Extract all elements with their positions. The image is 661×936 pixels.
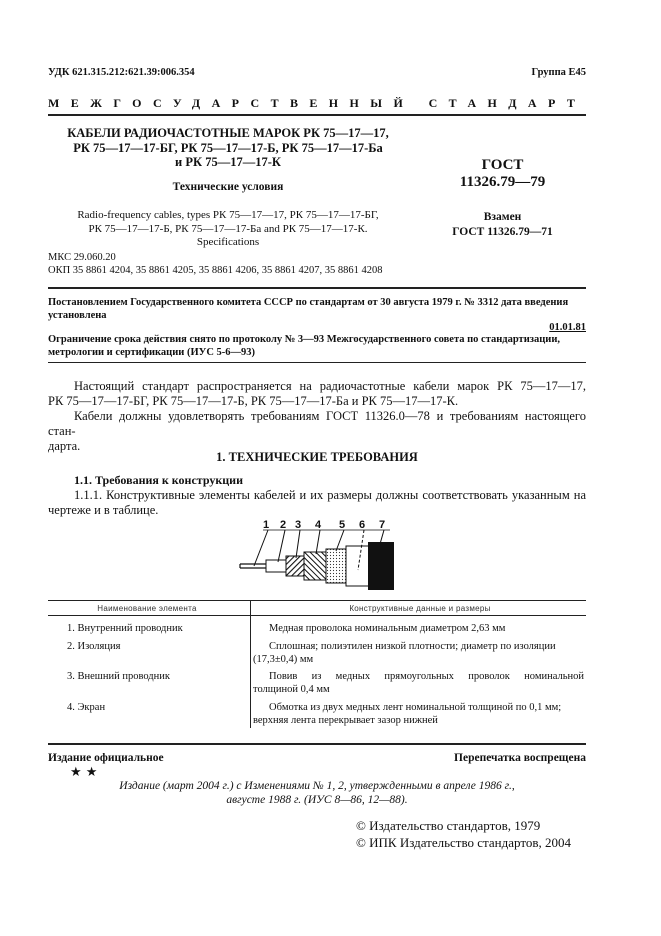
decree-divider: [48, 362, 586, 363]
replaces-standard: ГОСТ 11326.79—71: [452, 226, 553, 238]
mks-code: МКС 29.060.20: [48, 252, 116, 263]
subtitle: Технические условия: [172, 181, 284, 193]
replaces-block: [420, 210, 585, 240]
stars-mark: ★ ★: [70, 765, 98, 780]
drawing-label-3: 3: [295, 519, 302, 531]
table-header-element: Наименование элемента: [97, 604, 197, 613]
banner-divider: [48, 114, 586, 116]
drawing-label-7: 7: [379, 519, 386, 531]
subsection-heading: 1.1. Требования к конструкции: [74, 473, 244, 487]
intro-paragraph: [48, 379, 586, 454]
drawing-label-6: 6: [359, 519, 366, 531]
intro-line-3: Кабели должны удовлетворять требованиям ГОСТ 11326.0—78 и требованиям настоящего стан-: [48, 409, 586, 438]
limitation-note: [48, 334, 588, 359]
official-edition: Издание официальное: [48, 752, 164, 764]
drawing-label-4: 4: [315, 519, 322, 531]
classification-codes: [48, 252, 383, 277]
footer-divider: [48, 743, 586, 745]
english-title-line-1: Radio-frequency cables, types РК 75—17—17, РК 75—17—17-БГ,: [77, 209, 379, 221]
copyright-2004: © ИПК Издательство стандартов, 2004: [356, 835, 571, 850]
introduction-date: 01.01.81: [549, 322, 586, 333]
table-row-1-data: [269, 622, 580, 635]
table-column-divider: [250, 600, 251, 728]
intro-line-2: РК 75—17—17-БГ, РК 75—17—17-Б, РК 75—17—17-Ба и РК 75—17—17-К.: [48, 394, 459, 408]
edition-line-1: Издание (март 2004 г.) с Изменениями № 1, 2, утвержденными в апреле 1986 г.,: [119, 780, 515, 792]
table-row-2-data-line-1: Сплошная; полиэтилен низкой плотности; диаметр по изоляции: [269, 641, 556, 652]
reprint-prohibited: Перепечатка воспрещена: [454, 752, 586, 764]
table-row-4-data-line-2: верхняя лента перекрывает зазор нижней: [253, 715, 438, 726]
table-row-2-name: 2. Изоляция: [67, 641, 121, 652]
table-row-2-data-line-2: (17,3±0,4) мм: [253, 654, 314, 665]
codes-divider: [48, 287, 586, 289]
title-line-2: РК 75—17—17-БГ, РК 75—17—17-Б, РК 75—17—17-Ба: [73, 140, 383, 155]
decree-line-1: Постановлением Государственного комитета СССР по стандартам от 30 августа 1979 г. № 3312 дата введения: [48, 297, 569, 308]
gost-number: 11326.79—79: [459, 174, 546, 190]
table-row-1-data-line: Медная проволока номинальным диаметром 2,63 мм: [269, 623, 506, 634]
replaces-label: Взамен: [483, 211, 522, 223]
title-block: [48, 126, 408, 170]
table-row-4-name: 4. Экран: [67, 702, 106, 713]
drawing-label-2: 2: [280, 519, 287, 531]
decree-text: [48, 297, 588, 322]
intro-line-4: дарта.: [48, 439, 81, 453]
gost-block: [420, 157, 585, 191]
clause-1-1-1: [48, 488, 586, 518]
english-title-line-2: РК 75—17—17-Б, РК 75—17—17-Ба and РК 75—17—17-К.: [88, 222, 368, 235]
limitation-line-1: Ограничение срока действия снято по протоколу № 3—93 Межгосударственного совета по стандартизации,: [48, 334, 561, 345]
table-row-4-data-line-1: Обмотка из двух медных лент номинальной толщиной по 0,1 мм;: [269, 702, 562, 713]
table-row-1-name: 1. Внутренний проводник: [67, 623, 183, 634]
drawing-label-5: 5: [339, 519, 346, 531]
table-row-3-name: 3. Внешний проводник: [67, 671, 170, 682]
table-header-data: Конструктивные данные и размеры: [349, 604, 491, 613]
table-row-3-data-line-2: толщиной 0,4 мм: [253, 684, 330, 695]
drawing-label-1: 1: [263, 519, 270, 531]
group-code: Группа Е45: [531, 67, 586, 78]
copyright-block: [356, 817, 571, 851]
table-row-2-data: [253, 640, 584, 666]
edition-line-2: августе 1988 г. (ИУС 8—86, 12—88).: [226, 794, 408, 806]
clause-line-2: чертеже и в таблице.: [48, 503, 159, 517]
decree-line-2: установлена: [48, 309, 107, 321]
table-row-3-data: [253, 670, 584, 696]
table-row-4-data: [253, 701, 584, 727]
edition-note: [48, 779, 586, 807]
limitation-line-2: метрологии и сертификации (ИУС 5-6—93): [48, 346, 256, 358]
table-header-divider: [48, 615, 586, 616]
clause-line-1: 1.1.1. Конструктивные элементы кабелей и их размеры должны соответствовать указанным на: [74, 488, 586, 502]
title-line-1: КАБЕЛИ РАДИОЧАСТОТНЫЕ МАРОК РК 75—17—17,: [67, 126, 389, 140]
english-title: [48, 209, 408, 250]
table-row-3-data-line-1: Повив из медных прямоугольных проволок номинальной: [269, 671, 584, 682]
table-top-border: [48, 600, 586, 601]
okp-code: ОКП 35 8861 4204, 35 8861 4205, 35 8861 4206, 35 8861 4207, 35 8861 4208: [48, 264, 383, 276]
intro-line-1: Настоящий стандарт распространяется на радиочастотные кабели марок РК 75—17—17,: [74, 379, 586, 393]
english-title-line-3: Specifications: [196, 236, 260, 248]
section-heading: 1. ТЕХНИЧЕСКИЕ ТРЕБОВАНИЯ: [216, 450, 418, 464]
interstate-standard-banner: МЕЖГОСУДАРСТВЕННЫЙ СТАНДАРТ: [48, 96, 587, 110]
copyright-1979: © Издательство стандартов, 1979: [356, 818, 541, 833]
gost-label: ГОСТ: [481, 157, 524, 173]
udk-code: УДК 621.315.212:621.39:006.354: [48, 67, 195, 78]
title-line-3: и РК 75—17—17-К: [175, 155, 281, 169]
